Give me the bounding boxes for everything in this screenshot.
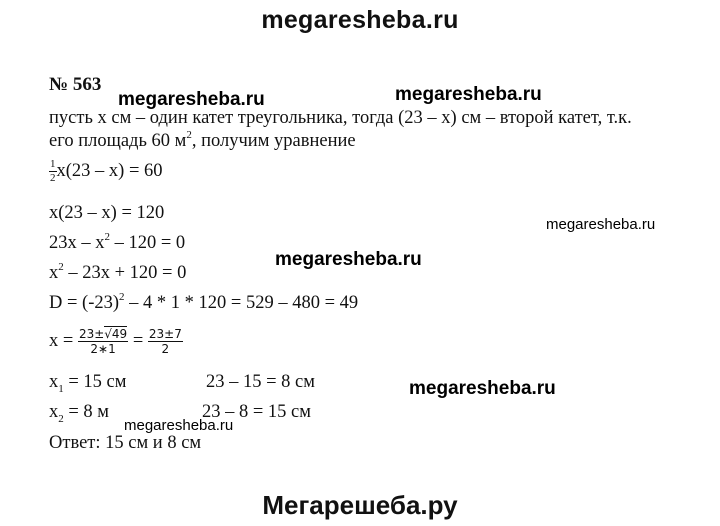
text-line-2: его площадь 60 $м^2$, получим уравнение [49,129,356,151]
equation-1: $\frac{1}{2}$ x(23 – x) = 60 [50,158,163,184]
watermark: megaresheba.ru [275,249,422,270]
root-x2-check: 23 – 8 = 15 см [202,402,311,422]
answer: Ответ: 15 см и 8 см [49,433,202,453]
equation-5: $D = (-23)^2 - 4 * 1 * 120 = 529 - 480 = 49$ [49,291,359,313]
watermark: megaresheba.ru [409,378,556,399]
watermark: megaresheba.ru [395,84,542,105]
watermark: megaresheba.ru [546,216,656,233]
equation-4: $x^2 - 23x + 120 = 0$ [49,261,187,283]
equation-2: x(23 – x) = 120 [49,203,165,223]
root-x1: $x_1 = 15$ см [49,372,127,395]
equation-3: $23x - x^2 - 120 = 0$ [49,231,186,253]
equation-6: x = $\frac{23\pm√49}{2∗1}$ = $\frac{23\pm 7}{2}$ [49,327,182,356]
site-title[interactable]: megaresheba.ru [261,6,459,34]
root-x2: $x_2 = 8$ м [49,402,110,425]
watermark: megaresheba.ru [124,417,234,434]
watermark: megaresheba.ru [118,89,265,110]
root-x1-check: 23 – 15 = 8 см [206,372,315,392]
footer-title[interactable]: Мегарешеба.ру [262,490,458,520]
text-line-1: пусть х см – один катет треугольника, тогда (23 – х) см – второй катет, т.к. [49,108,632,128]
problem-number: № 563 [49,74,102,95]
